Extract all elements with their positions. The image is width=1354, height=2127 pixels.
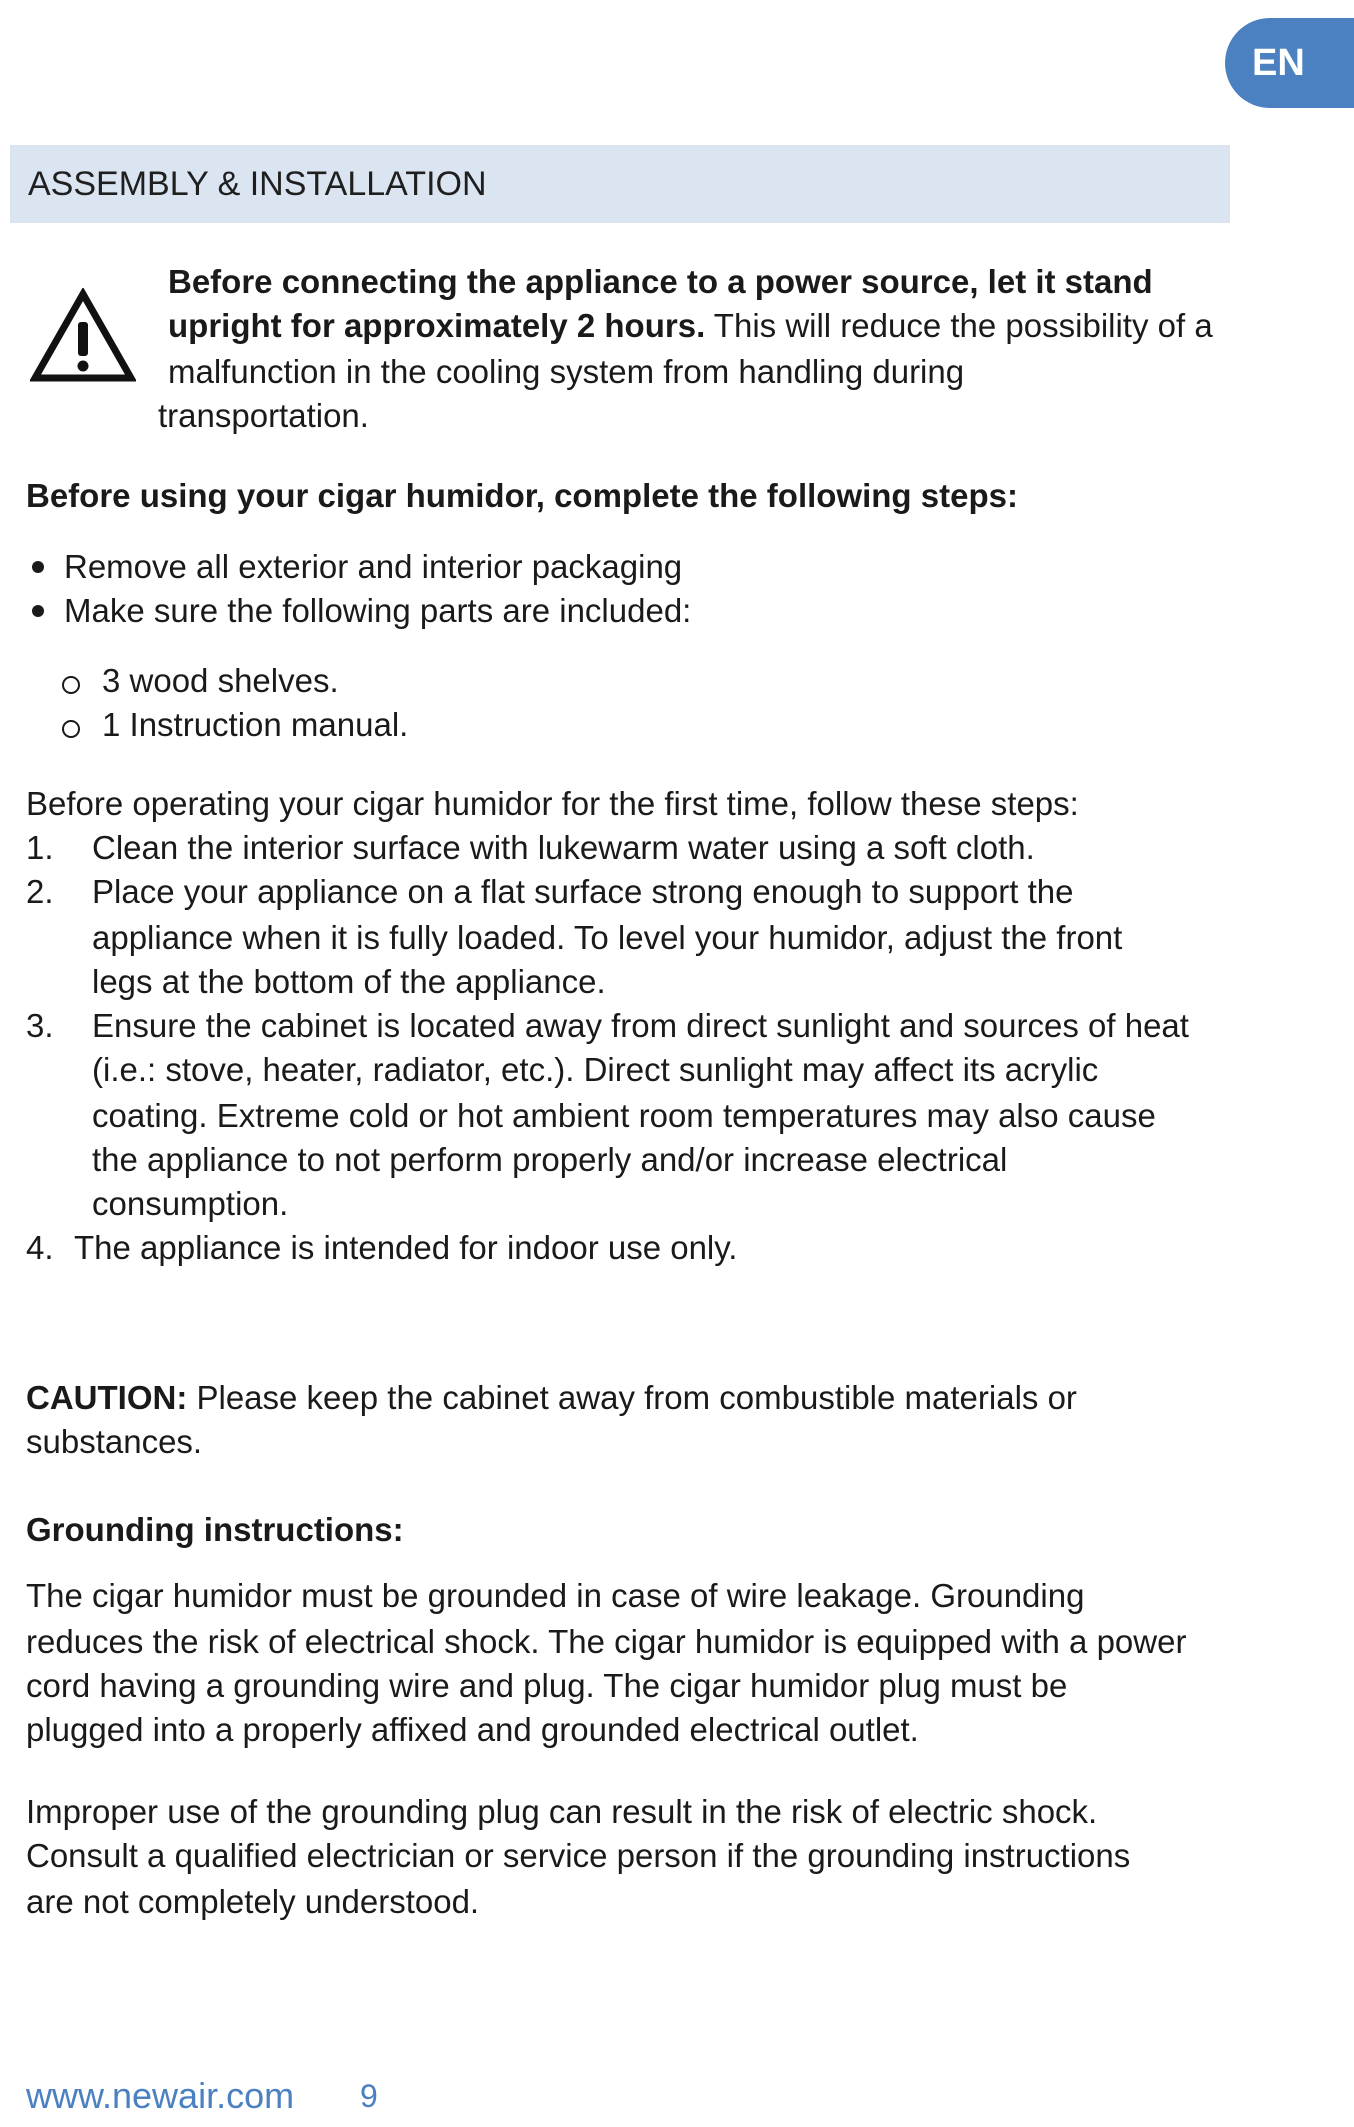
grounding-paragraph-line: reduces the risk of electrical shock. The cigar humidor is equipped with a power bbox=[26, 1623, 1187, 1660]
step-text: (i.e.: stove, heater, radiator, etc.). Direct sunlight may affect its acrylic bbox=[92, 1051, 1099, 1088]
sub-bullet-circle bbox=[62, 720, 80, 738]
step-number: 3. bbox=[26, 1007, 54, 1044]
step-text: Clean the interior surface with lukewarm water using a soft cloth. bbox=[92, 829, 1035, 866]
warning-line-4: transportation. bbox=[158, 397, 369, 434]
grounding-paragraph-line: are not completely understood. bbox=[26, 1883, 480, 1920]
step-text: Ensure the cabinet is located away from direct sunlight and sources of heat bbox=[92, 1007, 1189, 1044]
step-text: the appliance to not perform properly and/or increase electrical bbox=[92, 1141, 1008, 1178]
footer-website-link[interactable]: www.newair.com bbox=[26, 2075, 295, 2116]
step-number: 4. bbox=[26, 1229, 54, 1266]
grounding-paragraph-line: Consult a qualified electrician or service person if the grounding instructions bbox=[26, 1837, 1131, 1874]
prep-heading: Before using your cigar humidor, complete the following steps: bbox=[26, 477, 1018, 514]
grounding-paragraph-line: plugged into a properly affixed and grounded electrical outlet. bbox=[26, 1711, 919, 1748]
sub-bullet-item: 3 wood shelves. bbox=[102, 662, 339, 699]
warning-line-2 bbox=[168, 304, 1213, 348]
warning-line-2-bold: upright for approximately 2 hours. bbox=[168, 307, 706, 344]
language-tab[interactable] bbox=[1225, 18, 1354, 108]
bullet-item: Remove all exterior and interior packaging bbox=[64, 548, 683, 585]
sub-bullet-item: 1 Instruction manual. bbox=[102, 706, 409, 743]
step-text: Place your appliance on a flat surface strong enough to support the bbox=[92, 873, 1074, 910]
warning-triangle-icon bbox=[30, 288, 136, 384]
page-number: 9 bbox=[360, 2078, 378, 2114]
caution-text: Please keep the cabinet away from combustible materials or bbox=[187, 1379, 1077, 1416]
step-text: The appliance is intended for indoor use only. bbox=[74, 1229, 738, 1266]
warning-line-3: malfunction in the cooling system from handling during bbox=[168, 353, 965, 390]
operating-intro: Before operating your cigar humidor for the first time, follow these steps: bbox=[26, 785, 1079, 822]
bullet-dot bbox=[32, 561, 44, 573]
sub-bullet-circle bbox=[62, 676, 80, 694]
step-text: appliance when it is fully loaded. To level your humidor, adjust the front bbox=[92, 919, 1123, 956]
warning-line-1: Before connecting the appliance to a power source, let it stand bbox=[168, 263, 1153, 300]
section-title: ASSEMBLY & INSTALLATION bbox=[28, 164, 487, 203]
grounding-paragraph-line: The cigar humidor must be grounded in case of wire leakage. Grounding bbox=[26, 1577, 1085, 1614]
caution-label: CAUTION: bbox=[26, 1379, 188, 1416]
step-text: consumption. bbox=[92, 1185, 289, 1222]
language-tab-label: EN bbox=[1252, 41, 1305, 84]
caution-line-2: substances. bbox=[26, 1423, 203, 1460]
bullet-item: Make sure the following parts are included: bbox=[64, 592, 692, 629]
grounding-paragraph-line: Improper use of the grounding plug can result in the risk of electric shock. bbox=[26, 1793, 1098, 1830]
grounding-heading: Grounding instructions: bbox=[26, 1511, 404, 1548]
bullet-dot bbox=[32, 605, 44, 617]
step-text: coating. Extreme cold or hot ambient room temperatures may also cause bbox=[92, 1097, 1156, 1134]
step-number: 1. bbox=[26, 829, 54, 866]
step-text: legs at the bottom of the appliance. bbox=[92, 963, 606, 1000]
section-header bbox=[10, 145, 1230, 223]
warning-line-2-rest: This will reduce the possibility of a bbox=[705, 307, 1213, 344]
step-number: 2. bbox=[26, 873, 54, 910]
caution-line-1 bbox=[26, 1376, 1077, 1420]
grounding-paragraph-line: cord having a grounding wire and plug. The cigar humidor plug must be bbox=[26, 1667, 1068, 1704]
